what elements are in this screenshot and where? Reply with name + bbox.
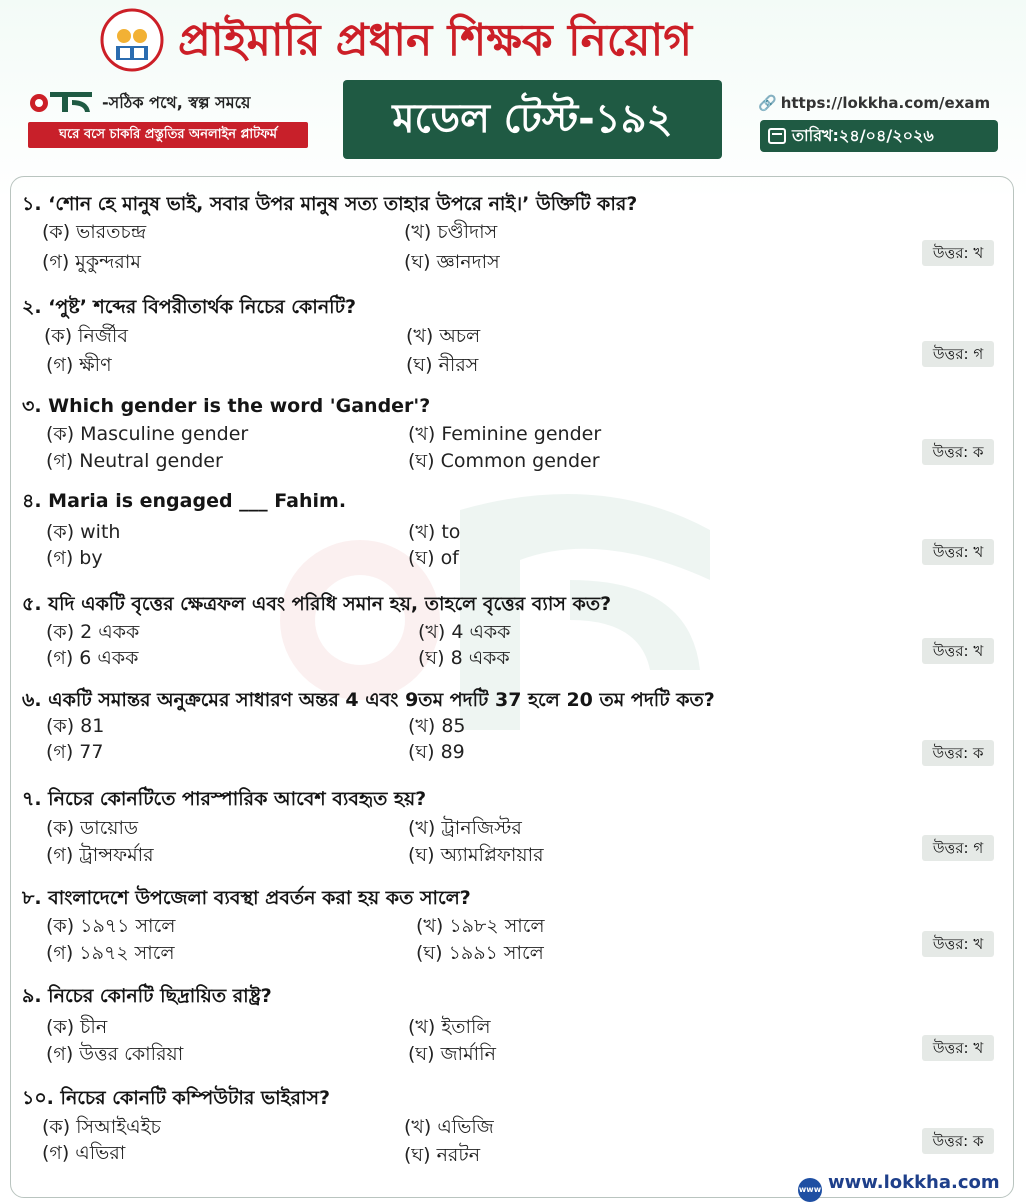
question-text: ৮. বাংলাদেশে উপজেলা ব্যবস্থা প্রবর্তন করা হয় কত সালে? bbox=[22, 887, 471, 909]
question-text: ২. ‘পুষ্ট’ শব্দের বিপরীতার্থক নিচের কোনটি? bbox=[22, 296, 356, 318]
question-text: ৬. একটি সমান্তর অনুক্রমের সাধারণ অন্তর 4 এবং 9তম পদটি 37 হলে 20 তম পদটি কত? bbox=[22, 689, 715, 711]
answer-badge: উত্তর: খ bbox=[922, 240, 994, 266]
option-kha: (খ) 4 একক bbox=[418, 621, 511, 643]
question-text: ১০. নিচের কোনটি কম্পিউটার ভাইরাস? bbox=[22, 1087, 331, 1109]
option-ga: (গ) ১৯৭২ সালে bbox=[46, 942, 175, 964]
option-ka: (ক) ডায়োড bbox=[46, 817, 138, 839]
option-ka: (ক) 81 bbox=[46, 715, 105, 737]
option-ga: (গ) 77 bbox=[46, 741, 104, 763]
calendar-icon bbox=[768, 128, 786, 144]
option-kha: (খ) 85 bbox=[408, 715, 466, 737]
answer-badge: উত্তর: ক bbox=[922, 1128, 994, 1154]
option-ka: (ক) সিআইএইচ bbox=[42, 1116, 161, 1138]
option-kha: (খ) ১৯৮২ সালে bbox=[416, 915, 545, 937]
answer-badge: উত্তর: খ bbox=[922, 539, 994, 565]
header bbox=[0, 0, 1026, 170]
answer-badge: উত্তর: খ bbox=[922, 931, 994, 957]
brand-slogan: -সঠিক পথে, স্বল্প সময়ে bbox=[102, 93, 251, 112]
question-text: ৯. নিচের কোনটি ছিদ্রায়িত রাষ্ট্র? bbox=[22, 985, 272, 1007]
lokkha-logo bbox=[28, 86, 98, 116]
date-badge bbox=[760, 120, 998, 152]
answer-badge: উত্তর: খ bbox=[922, 638, 994, 664]
answer-badge: উত্তর: গ bbox=[922, 835, 994, 861]
answer-badge: উত্তর: খ bbox=[922, 1035, 994, 1061]
option-gha: (ঘ) 89 bbox=[408, 741, 465, 763]
option-ga: (গ) ক্ষীণ bbox=[46, 354, 112, 376]
option-ga: (গ) 6 একক bbox=[46, 647, 139, 669]
model-test-title: মডেল টেস্ট-১৯২ bbox=[343, 80, 722, 159]
option-gha: (ঘ) জ্ঞানদাস bbox=[404, 251, 500, 273]
exam-url-text[interactable]: https://lokkha.com/exam bbox=[780, 94, 991, 112]
option-kha: (খ) to bbox=[408, 521, 461, 543]
globe-icon: www bbox=[798, 1178, 822, 1202]
option-ga: (গ) উত্তর কোরিয়া bbox=[46, 1043, 184, 1065]
question-text: ৫. যদি একটি বৃত্তের ক্ষেত্রফল এবং পরিধি সমান হয়, তাহলে বৃত্তের ব্যাস কত? bbox=[22, 593, 612, 615]
option-ga: (গ) মুকুন্দরাম bbox=[42, 251, 141, 273]
option-kha: (খ) চণ্ডীদাস bbox=[404, 221, 498, 243]
option-kha: (খ) ইতালি bbox=[408, 1016, 491, 1038]
education-seal-logo bbox=[100, 8, 164, 72]
option-gha: (ঘ) of bbox=[408, 547, 459, 569]
option-gha: (ঘ) অ্যামপ্লিফায়ার bbox=[408, 844, 544, 866]
option-gha: (ঘ) Common gender bbox=[408, 450, 600, 472]
option-ka: (ক) ভারতচন্দ্র bbox=[42, 221, 147, 243]
answer-badge: উত্তর: গ bbox=[922, 341, 994, 367]
option-ga: (গ) ট্রান্সফর্মার bbox=[46, 844, 154, 866]
exam-url[interactable] bbox=[758, 94, 990, 112]
question-text: ১. ‘শোন হে মানুষ ভাই, সবার উপর মানুষ সত্য তাহার উপরে নাই।’ উক্তিটি কার? bbox=[22, 193, 638, 215]
answer-badge: উত্তর: ক bbox=[922, 740, 994, 766]
footer-site-link[interactable] bbox=[798, 1172, 1000, 1202]
answer-badge: উত্তর: ক bbox=[922, 439, 994, 465]
question-text: ৩. Which gender is the word 'Gander'? bbox=[22, 395, 431, 417]
option-kha: (খ) Feminine gender bbox=[408, 423, 602, 445]
option-kha: (খ) অচল bbox=[406, 325, 481, 347]
page-title: প্রাইমারি প্রধান শিক্ষক নিয়োগ bbox=[178, 15, 693, 66]
question-text: ৪. Maria is engaged ___ Fahim. bbox=[22, 490, 347, 512]
link-icon: 🔗 bbox=[758, 94, 777, 112]
option-ka: (ক) ১৯৭১ সালে bbox=[46, 915, 176, 937]
option-ga: (গ) এভিরা bbox=[42, 1142, 126, 1164]
option-kha: (খ) এভিজি bbox=[404, 1116, 494, 1138]
option-ga: (গ) Neutral gender bbox=[46, 450, 223, 472]
footer-site-text[interactable]: www.lokkha.com bbox=[828, 1172, 1000, 1193]
option-gha: (ঘ) নীরস bbox=[406, 354, 479, 376]
option-ka: (ক) Masculine gender bbox=[46, 423, 249, 445]
option-gha: (ঘ) জার্মানি bbox=[408, 1043, 496, 1065]
question-text: ৭. নিচের কোনটিতে পারস্পারিক আবেশ ব্যবহৃত হয়? bbox=[22, 788, 427, 810]
option-ka: (ক) with bbox=[46, 521, 121, 543]
option-gha: (ঘ) 8 একক bbox=[418, 647, 510, 669]
option-ka: (ক) 2 একক bbox=[46, 621, 140, 643]
option-gha: (ঘ) নরটন bbox=[404, 1144, 481, 1166]
brand-tagline-bar: ঘরে বসে চাকরি প্রস্তুতির অনলাইন প্লাটফর্ম bbox=[28, 122, 308, 148]
option-ka: (ক) চীন bbox=[46, 1016, 108, 1038]
option-ka: (ক) নির্জীব bbox=[44, 325, 128, 347]
option-gha: (ঘ) ১৯৯১ সালে bbox=[416, 942, 544, 964]
date-text: তারিখ:২৪/০৪/২০২৬ bbox=[792, 126, 934, 145]
option-ga: (গ) by bbox=[46, 547, 103, 569]
option-kha: (খ) ট্রানজিস্টর bbox=[408, 817, 522, 839]
